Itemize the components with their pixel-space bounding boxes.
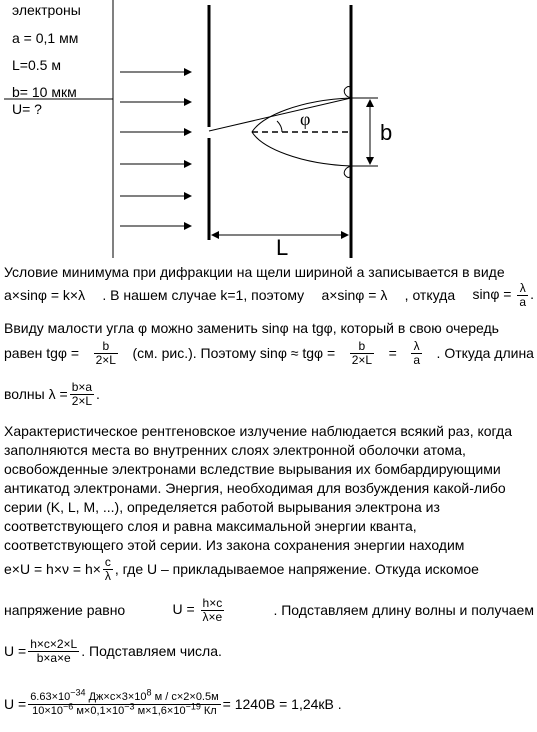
given-a: а = 0,1 мм: [12, 30, 79, 46]
exponent: −6: [63, 700, 74, 711]
num-part: Дж×с×3×10: [85, 690, 147, 703]
text-l4d: . Откуда длина: [436, 344, 534, 361]
fraction-num: b: [350, 340, 374, 354]
text-line-4: [4, 338, 534, 368]
fraction-c-lambda: [103, 556, 113, 583]
text-l4a: равен tgφ =: [4, 344, 80, 361]
text-line-2: [4, 280, 534, 310]
L-label: L: [276, 235, 289, 260]
text-l4c: =: [388, 344, 397, 361]
fraction-lambda-a: [517, 282, 528, 309]
fraction-den: a: [413, 352, 421, 367]
fraction-b-2L: [94, 340, 118, 367]
num-part: 6.63×10: [30, 690, 71, 703]
text-l14c: . Подставляем длину волны и получаем: [273, 601, 534, 618]
text-line-10: серии (K, L, M, ...), определяется работой вырывания электрона из: [4, 499, 440, 515]
fraction-den: a: [519, 294, 527, 309]
fraction-den: λ×e: [202, 609, 223, 624]
b-label: b: [380, 120, 393, 145]
fraction-U-symbolic: [28, 638, 79, 665]
formula-min-cond: a×sinφ = k×λ: [4, 286, 86, 303]
fraction-den: λ: [104, 568, 111, 583]
fraction-b-2L-2: [350, 340, 374, 367]
text-l15a: U =: [4, 642, 27, 659]
fraction-hc-lambda-e: [201, 597, 225, 624]
text-l15b: . Подставляем числа.: [81, 642, 222, 659]
text-l13a: e×U = h×ν = h×: [4, 560, 101, 577]
phi-label: φ: [300, 109, 311, 129]
text-line-13: [4, 553, 534, 585]
diffraction-ray: [209, 98, 351, 131]
exponent: −19: [185, 700, 201, 711]
diffraction-diagram: [0, 0, 537, 262]
text-l2d: , откуда: [404, 286, 456, 303]
exponent: 8: [146, 686, 152, 697]
den-part: м×0,1×10: [73, 704, 125, 717]
text-line-8: освобожденные электронами вследствие вырывания их бомбардирующими: [4, 461, 501, 477]
text-l13b: , где U – прикладываемое напряжение. Откуда искомое: [114, 560, 479, 577]
text-l16b: = 1240В = 1,24кВ .: [222, 695, 342, 712]
text-line-7: заполняются места во внутренних слоях электронной оболочки атома,: [4, 442, 466, 458]
fraction-lambda-a-2: [411, 340, 422, 367]
fraction-num: b: [94, 340, 118, 354]
text-l14a: напряжение равно: [4, 601, 126, 618]
given-b: b= 10 мкм: [12, 84, 77, 100]
fraction-den: 2×L: [95, 352, 116, 367]
fraction-den: 2×L: [71, 393, 93, 408]
fraction-U-numeric: [28, 686, 220, 718]
text-line-11: соответствующего слоя и равна максимальной энергии кванта,: [4, 518, 417, 534]
text-line-3: Ввиду малости угла φ можно заменить sinφ на tgφ, который в свою очередь: [4, 320, 499, 336]
exponent: −34: [70, 686, 86, 697]
fraction-den: b×a×e: [36, 650, 71, 665]
text-line-5: [4, 379, 534, 409]
text-l5a: волны λ =: [4, 385, 68, 402]
formula-U: [172, 597, 226, 624]
text-line-15: [4, 635, 534, 667]
text-line-6: Характеристическое рентгеновское излучение наблюдается всякий раз, когда: [4, 423, 512, 439]
fraction-den: 2×L: [351, 352, 373, 367]
den-part: Кл: [200, 704, 217, 717]
given-U: U= ?: [12, 101, 42, 117]
fraction-num: λ: [517, 282, 528, 296]
den-part: 10×10: [32, 704, 64, 717]
text-line-9: антикатод электронами. Энергия, необходимая для возбуждения какой-либо: [4, 480, 506, 496]
formula-sinphi-lhs: sinφ =: [472, 285, 512, 302]
fraction-den: [28, 700, 220, 718]
fraction-num: λ: [411, 340, 422, 354]
text-l16a: U =: [4, 695, 27, 712]
text-line-14: [4, 594, 534, 626]
formula-k1: a×sinφ = λ: [321, 286, 388, 303]
text-l2b: . В нашем случае k=1, поэтому: [102, 286, 305, 303]
fraction-lambda-result: [70, 381, 94, 408]
text-line-12: соответствующего этой серии. Из закона сохранения энергии находим: [4, 537, 465, 553]
fraction-num: b×a: [71, 379, 93, 394]
angle-arc: [277, 121, 282, 132]
formula-U-lhs: U =: [172, 600, 195, 617]
text-line-1: Условие минимума при дифракции на щели шириной а записывается в виде: [4, 264, 505, 280]
formula-sinphi: sinφ = $\frac{\lambda}{a}$ .: [472, 280, 534, 309]
fraction-num: h×c: [202, 595, 223, 610]
electron-beam-arrows: [120, 72, 191, 226]
given-title: электроны: [12, 2, 81, 18]
text-line-16: [4, 686, 534, 722]
exponent: −3: [124, 700, 135, 711]
text-l5b: .: [96, 385, 100, 402]
text-l4b: (см. рис.). Поэтому sinφ ≈ tgφ =: [132, 344, 336, 361]
num-part: м / с×2×0.5м: [151, 690, 219, 703]
given-L: L=0.5 м: [12, 57, 61, 73]
den-part: м×1,6×10: [134, 704, 186, 717]
fraction-num: c: [104, 554, 111, 569]
fraction-num: h×c×2×L: [30, 636, 78, 651]
